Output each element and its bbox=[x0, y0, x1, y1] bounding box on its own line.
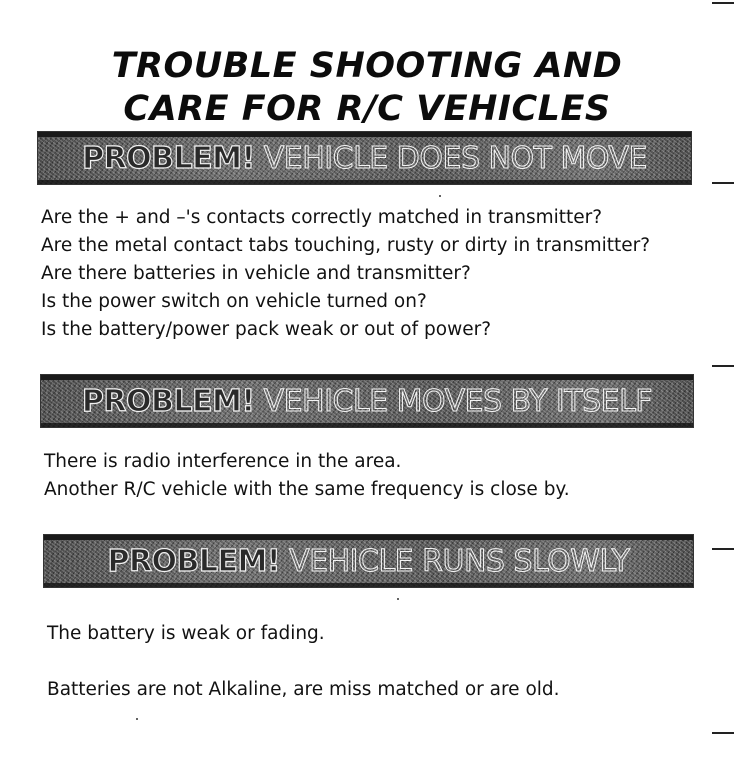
problem-label: PROBLEM! bbox=[107, 543, 281, 579]
scan-speck bbox=[136, 718, 138, 720]
page-title bbox=[0, 45, 734, 131]
edge-mark bbox=[712, 365, 734, 367]
scan-speck bbox=[397, 598, 399, 600]
checklist-moves-by-itself bbox=[44, 448, 570, 504]
edge-mark bbox=[712, 548, 734, 550]
edge-mark bbox=[712, 182, 734, 184]
page-title-line-2: CARE FOR R/C VEHICLES bbox=[123, 89, 611, 130]
problem-banner-text bbox=[82, 384, 652, 419]
list-item: The battery is weak or fading. bbox=[47, 623, 325, 644]
checklist-runs-slowly bbox=[47, 606, 560, 718]
edge-mark bbox=[712, 2, 734, 4]
scan-speck bbox=[439, 195, 441, 197]
edge-mark bbox=[712, 732, 734, 734]
checklist-does-not-move bbox=[41, 204, 650, 344]
problem-title: VEHICLE MOVES BY ITSELF bbox=[263, 383, 653, 419]
problem-label: PROBLEM! bbox=[81, 383, 255, 419]
problem-title: VEHICLE DOES NOT MOVE bbox=[263, 140, 647, 176]
problem-banner-text bbox=[107, 544, 629, 579]
page-title-line-1: TROUBLE SHOOTING AND bbox=[111, 46, 623, 87]
list-item: Is the power switch on vehicle turned on? bbox=[41, 291, 427, 312]
list-item: There is radio interference in the area. bbox=[44, 451, 402, 472]
list-item: Are the metal contact tabs touching, rusty or dirty in transmitter? bbox=[41, 235, 651, 256]
list-item: Are the + and –'s contacts correctly matched in transmitter? bbox=[41, 207, 603, 228]
problem-banner-runs-slowly bbox=[43, 534, 694, 588]
list-item: Is the battery/power pack weak or out of power? bbox=[41, 319, 492, 340]
list-item: Batteries are not Alkaline, are miss matched or are old. bbox=[47, 679, 560, 700]
problem-title: VEHICLE RUNS SLOWLY bbox=[289, 543, 630, 579]
list-item: Another R/C vehicle with the same frequency is close by. bbox=[44, 479, 570, 500]
problem-banner-moves-by-itself bbox=[40, 374, 694, 428]
problem-label: PROBLEM! bbox=[82, 140, 255, 176]
problem-banner-text bbox=[82, 141, 647, 176]
list-item: Are there batteries in vehicle and transmitter? bbox=[41, 263, 471, 284]
problem-banner-does-not-move bbox=[37, 131, 692, 185]
